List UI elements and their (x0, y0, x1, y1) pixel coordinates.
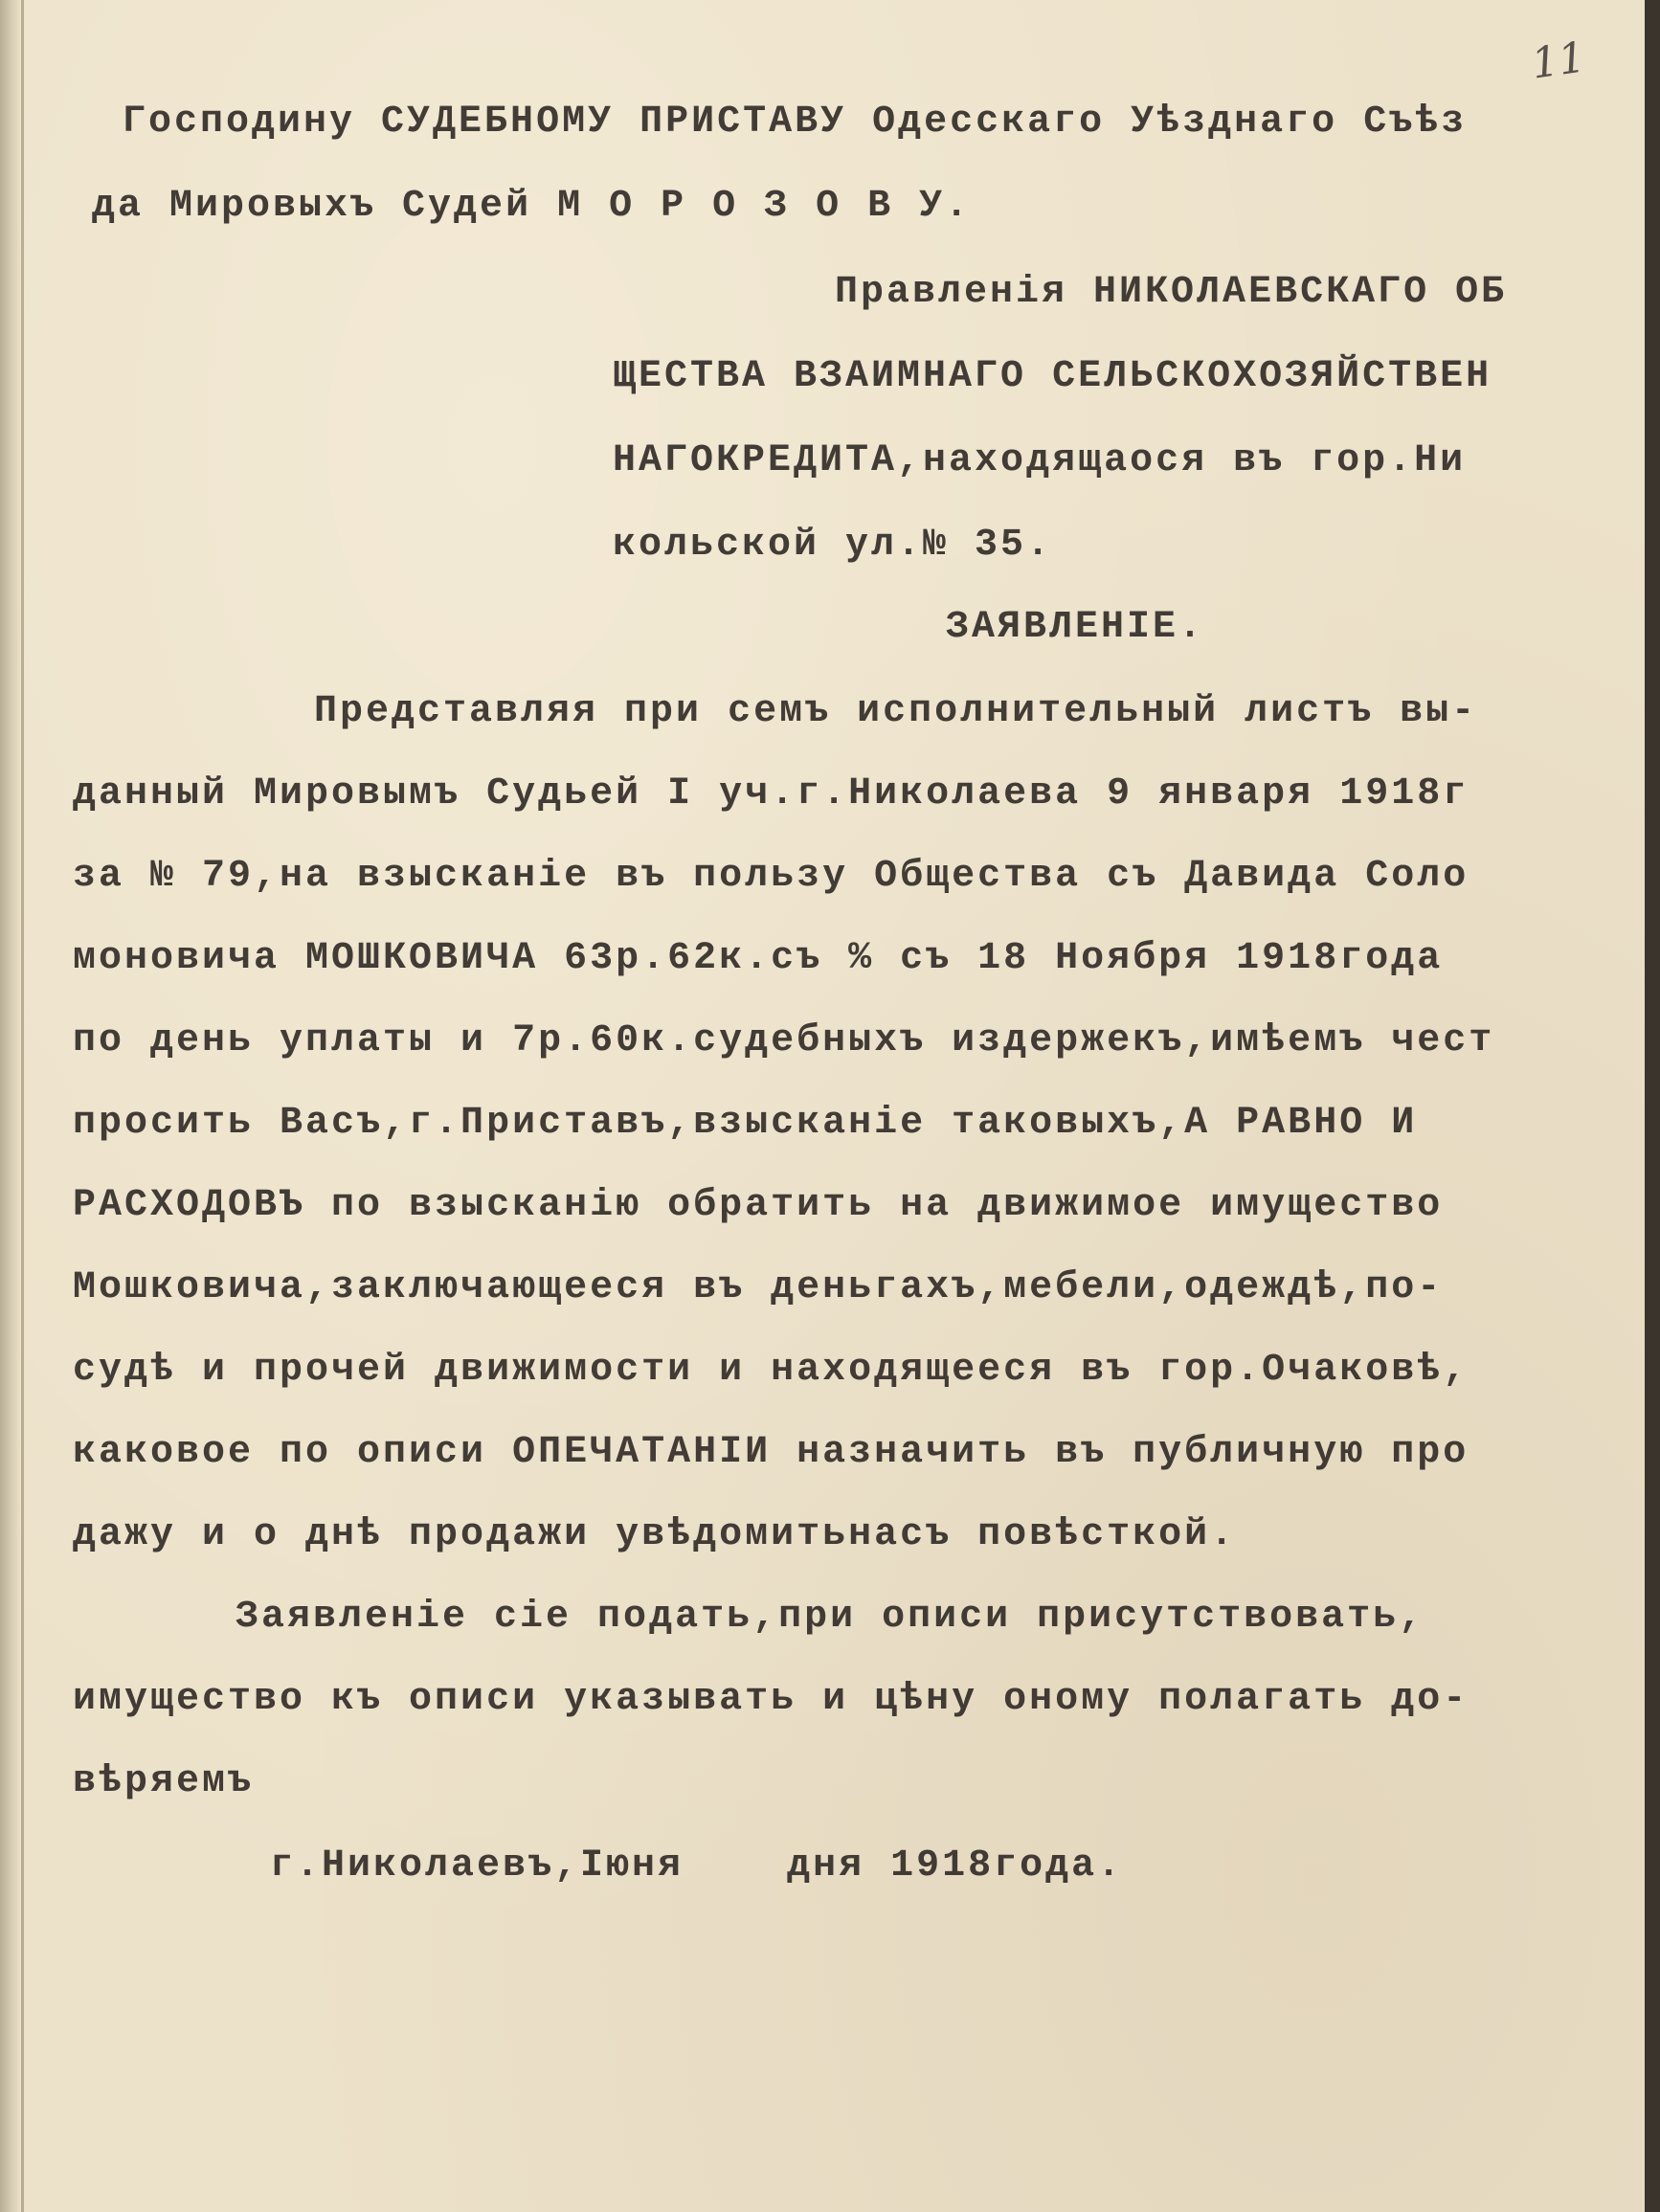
sender-line-4: кольской ул.№ 35. (613, 524, 1053, 567)
addressee-line-1: Господину СУДЕБНОМУ ПРИСТАВУ Одесскаго Уѣзднаго Съѣз (123, 101, 1468, 144)
background-edge (1645, 0, 1660, 2212)
sender-line-3: НАГОКРЕДИТА,находящаося въ гор.Ни (613, 439, 1467, 482)
body-line-10: каковое по описи ОПЕЧАТАНІИ назначить въ публичную про (73, 1431, 1469, 1474)
addressee-line-2: да Мировыхъ Судей М О Р О З О В У. (92, 185, 972, 228)
body-line-11: дажу и о днѣ продажи увѣдомитьнасъ повѣсткой. (73, 1513, 1237, 1556)
body-line-7: РАСХОДОВЪ по взысканію обратить на движимое имущество (73, 1184, 1444, 1227)
body-line-12: Заявленіе сіе подать,при описи присутствовать, (236, 1596, 1425, 1639)
page-fold-line (21, 0, 24, 2212)
body-line-2: данный Мировымъ Судьей I уч.г.Николаева 9 января 1918г (73, 772, 1469, 816)
body-line-5: по день уплаты и 7р.60к.судебныхъ издержекъ,имѣемъ чест (73, 1019, 1495, 1062)
body-line-8: Мошковича,заключающееся въ деньгахъ,мебели,одеждѣ,по- (73, 1266, 1444, 1309)
page-binding-edge (0, 0, 21, 2212)
document-heading: ЗАЯВЛЕНІЕ. (946, 606, 1205, 649)
sender-line-2: ЩЕСТВА ВЗАИМНАГО СЕЛЬСКОХОЗЯЙСТВЕН (613, 355, 1492, 398)
body-line-9: судѣ и прочей движимости и находящееся въ гор.Очаковѣ, (73, 1349, 1469, 1392)
body-line-6: просить Васъ,г.Приставъ,взысканіе таковыхъ,А РАВНО И (73, 1102, 1418, 1145)
body-line-3: за № 79,на взысканіе въ пользу Общества съ Давида Соло (73, 855, 1469, 898)
body-line-1: Представляя при семъ исполнительный листъ вы- (314, 690, 1478, 733)
body-line-4: моновича МОШКОВИЧА 63р.62к.съ % съ 18 Ноября 1918года (73, 937, 1444, 980)
sender-line-1: Правленія НИКОЛАЕВСКАГО ОБ (835, 271, 1508, 314)
date-line: г.Николаевъ,Іюня дня 1918года. (270, 1844, 1124, 1888)
body-line-13: имущество къ описи указывать и цѣну оному полагать до- (73, 1678, 1469, 1721)
marginal-page-number: 11 (1528, 33, 1589, 89)
body-line-14: вѣряемъ (73, 1760, 255, 1803)
